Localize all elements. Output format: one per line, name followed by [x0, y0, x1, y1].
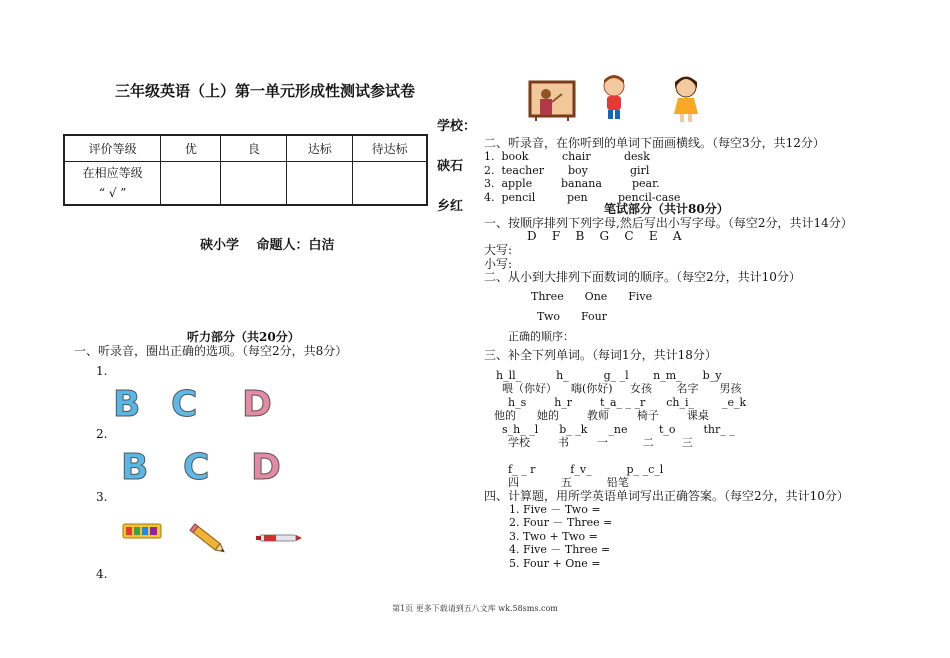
q2-row — [484, 177, 660, 190]
w2-instruction: 二、从小到大排列下面数词的顺序。（每空2分，共计10分） — [484, 270, 801, 284]
word-option[interactable]: pear. — [632, 177, 660, 190]
table-cell[interactable] — [287, 161, 353, 205]
listening-heading: 听力部分（共20分） — [187, 330, 300, 344]
item-number: 4. — [96, 567, 108, 581]
w3-row[interactable]: h_ll_ h_ g_ _l n_m_ b_y — [496, 369, 722, 382]
uppercase-label: 大写: — [484, 243, 513, 257]
word-option[interactable]: 2. teacher — [484, 164, 544, 177]
row-label-line: “ √ ” — [98, 185, 127, 200]
word-option[interactable]: 1. book — [484, 150, 529, 163]
table-cell[interactable] — [353, 161, 427, 205]
letter-b-icon[interactable]: B — [121, 447, 149, 488]
table-header: 待达标 — [353, 135, 427, 161]
table-cell[interactable] — [161, 161, 221, 205]
w2-order-label: 正确的顺序： — [508, 330, 574, 343]
w4-item[interactable]: 5. Four + One = — [509, 557, 601, 570]
table-header: 达标 — [287, 135, 353, 161]
word-option[interactable]: pencil-case — [618, 191, 681, 204]
w4-item[interactable]: 4. Five － Three = — [509, 543, 611, 556]
w3-row: 他的 她的 教师 椅子 课桌 — [494, 409, 709, 422]
w4-item[interactable]: 3. Two + Two = — [509, 530, 598, 543]
w3-row: 喂（你好） 嗨(你好) 女孩 名字 男孩 — [502, 382, 742, 395]
pencil-icon[interactable] — [188, 522, 230, 558]
letter-c-icon[interactable]: C — [183, 447, 210, 488]
pen-icon[interactable] — [256, 532, 302, 544]
row-label-line: 在相应等级 — [82, 165, 143, 180]
lowercase-label: 小写: — [484, 257, 513, 271]
table-header: 良 — [221, 135, 287, 161]
word-option[interactable]: banana — [561, 177, 602, 190]
q2-row — [484, 164, 650, 177]
table-row-label — [64, 161, 161, 205]
table-header: 优 — [161, 135, 221, 161]
q1-instruction: 一、听录音，圈出正确的选项。（每空2分，共8分） — [74, 344, 348, 358]
crayon-box-icon[interactable] — [122, 522, 162, 540]
q2-row — [484, 191, 681, 204]
w2-line: Two Four — [537, 310, 607, 323]
table-header: 评价等级 — [64, 135, 161, 161]
written-heading: 笔试部分（共计80分） — [604, 202, 729, 216]
letter-d-icon[interactable]: D — [242, 384, 272, 425]
w3-row[interactable]: s_h_ _l b_ _k _ne t_o thr_ _ — [502, 423, 735, 436]
w3-row: 学校 书 一 二 三 — [508, 436, 693, 449]
side-label-3: 乡红 — [437, 199, 464, 214]
word-option[interactable]: desk — [624, 150, 650, 163]
girl-icon — [670, 74, 702, 124]
page-footer: 第1页 更多下载请到五八文库 wk.58sms.com — [392, 604, 558, 613]
word-option[interactable]: 4. pencil — [484, 191, 536, 204]
letter-c-icon[interactable]: C — [171, 384, 198, 425]
word-option[interactable]: chair — [562, 150, 591, 163]
w3-row[interactable]: h_s h_r t_a_ _ _r ch_i_ _e_k — [508, 396, 747, 409]
w4-instruction: 四、计算题，用所学英语单词写出正确答案。（每空2分，共计10分） — [484, 489, 849, 503]
side-label-school: 学校： — [437, 119, 477, 134]
w1-instruction: 一、按顺序排列下列字母,然后写出小写字母。（每空2分，共计14分） — [484, 216, 853, 230]
page-title: 三年级英语（上）第一单元形成性测试参试卷 — [115, 82, 416, 100]
word-option[interactable]: boy — [568, 164, 588, 177]
table-cell[interactable] — [221, 161, 287, 205]
w4-item[interactable]: 1. Five － Two = — [509, 503, 601, 516]
side-label-2: 硖石 — [437, 159, 464, 174]
item-number: 1. — [96, 364, 108, 378]
w3-row[interactable]: f_ _ r f_v_ p_ _c_l — [508, 463, 664, 476]
author-line: 硖小学 命题人：白洁 — [200, 238, 335, 253]
word-option[interactable]: girl — [630, 164, 650, 177]
teacher-at-board-icon — [528, 78, 578, 122]
item-number: 2. — [96, 427, 108, 441]
w4-item[interactable]: 2. Four － Three = — [509, 516, 613, 529]
word-option[interactable]: 3. apple — [484, 177, 533, 190]
q2-instruction: 二、听录音，在你听到的单词下面画横线。（每空3分，共12分） — [484, 136, 825, 150]
letter-d-icon[interactable]: D — [251, 447, 281, 488]
w3-instruction: 三、补全下列单词。（每词1分，共计18分） — [484, 348, 717, 362]
word-option[interactable]: pen — [567, 191, 588, 204]
w2-line: Three One Five — [531, 290, 653, 303]
letter-b-icon[interactable]: B — [113, 384, 141, 425]
boy-icon — [598, 74, 630, 122]
w3-row: 四 五 铅笔 — [508, 476, 629, 489]
item-number: 3. — [96, 490, 108, 504]
q2-row — [484, 150, 650, 163]
grading-table — [63, 134, 428, 206]
w1-letters: D F B G C E A — [527, 229, 682, 243]
